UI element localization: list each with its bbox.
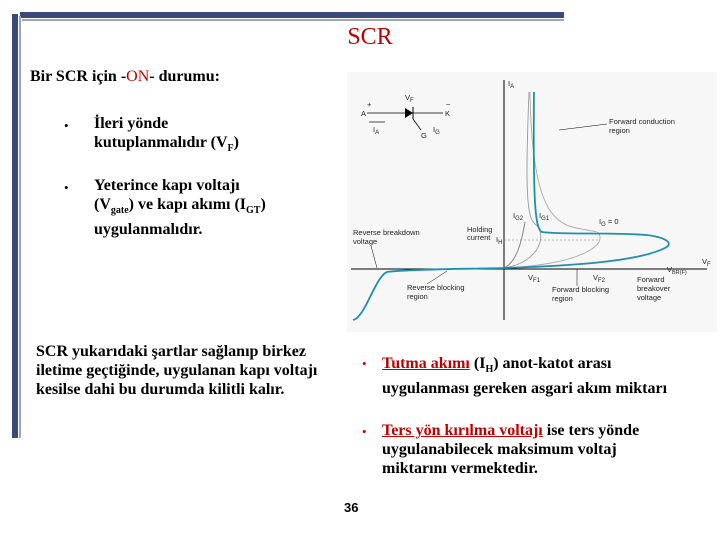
ia-axis-label: $I_A$ xyxy=(508,79,515,90)
scr-symbol xyxy=(361,93,451,140)
reverse-blocking-label-2: region xyxy=(407,292,428,301)
reverse-breakdown-label-2: voltage xyxy=(353,237,378,246)
vbrf-label: $V_{BR(F)}$ xyxy=(667,265,687,276)
right-bullet-2-rest: ise ters yönde uygulanabilecek maksimum voltaj miktarını vermektedir. xyxy=(382,422,640,477)
bullet-1-line2-text: kutuplanmalıdır (V xyxy=(94,134,228,151)
plus-sign: + xyxy=(367,100,372,109)
holding-label: Holding xyxy=(467,225,493,234)
forward-conduction-label: Forward conduction xyxy=(609,117,675,126)
ig1-label: $I_{G1}$ xyxy=(539,211,550,222)
bullet-1-line2-end: ) xyxy=(233,134,239,151)
ig0-label: $I_G = 0$ xyxy=(599,217,619,228)
slide-title: SCR xyxy=(347,24,393,50)
right-bullet-1 xyxy=(382,354,682,398)
bullet-2-line3: uygulanmalıdır. xyxy=(94,221,203,239)
right-bullet-1-sub: H xyxy=(485,364,494,376)
scr-characteristic-figure xyxy=(347,72,717,332)
ig1-curve xyxy=(504,92,541,268)
reverse-breakdown-term: Ters yön kırılma voltajı xyxy=(382,422,543,439)
right-bullet-2 xyxy=(382,421,682,478)
forward-blocking-label: Forward blocking xyxy=(552,285,610,294)
gate-label: G xyxy=(421,131,427,140)
reverse-breakdown-label: Reverse breakdown xyxy=(353,228,420,237)
page-number: 36 xyxy=(344,500,359,515)
bullet-1 xyxy=(94,114,239,158)
bullet-1-line1: İleri yönde xyxy=(94,115,169,132)
holding-label-2: current xyxy=(467,233,491,242)
subtitle-suffix: - durumu: xyxy=(149,68,220,85)
forward-breakover-label: Forward xyxy=(637,275,665,284)
bullet-2-line2 xyxy=(94,195,266,220)
vf-circuit-label: $V_F$ xyxy=(405,93,414,104)
bullet-dot-2: • xyxy=(64,180,69,195)
ig2-label: $I_{G2}$ xyxy=(513,211,524,222)
holding-current-term: Tutma akımı xyxy=(382,355,470,372)
vf2-label: $V_{F2}$ xyxy=(593,273,606,284)
forward-breakover-label-3: voltage xyxy=(637,293,662,302)
right-bullet-1-a: (I xyxy=(469,355,486,372)
minus-sign: − xyxy=(446,100,451,109)
vf-axis-label: $V_F$ xyxy=(702,257,711,268)
latch-paragraph: SCR yukarıdaki şartlar sağlanıp birkez iletime geçtiğinde, uygulanan kapı voltajı kesilse dahi bu durumda kilitli kalır. xyxy=(36,343,318,398)
frame-left-line xyxy=(19,16,21,438)
ig2-curve xyxy=(504,222,525,268)
frame-top-line xyxy=(22,19,564,21)
bullet-dot-1: • xyxy=(64,118,69,133)
rb-pointer xyxy=(371,246,377,268)
scr-triangle xyxy=(405,108,413,118)
scr-characteristic-svg xyxy=(347,72,717,332)
ig0-gray-curve xyxy=(504,92,600,268)
anode-label: A xyxy=(361,109,367,118)
right-bullet-dot-2: • xyxy=(362,424,367,439)
slide-subtitle xyxy=(30,68,220,86)
frame-top-bar xyxy=(20,12,564,18)
bullet-2-sub1: gate xyxy=(110,205,129,217)
bullet-2-c: ) xyxy=(260,196,266,213)
forward-conduction-label-2: region xyxy=(609,126,630,135)
vf1-label: $V_{F1}$ xyxy=(528,273,541,284)
frame-left-bar xyxy=(12,14,18,438)
ia-circuit-label: $I_A$ xyxy=(373,125,380,136)
bullet-2-a: (V xyxy=(94,196,111,213)
bullet-1-line2 xyxy=(94,133,239,158)
bullet-2-line1: Yeterince kapı voltajı xyxy=(94,177,240,194)
subtitle-on: ON xyxy=(126,68,150,85)
subtitle-prefix: Bir SCR için - xyxy=(30,68,127,85)
ig-circuit-label: $I_G$ xyxy=(433,125,440,136)
bullet-2-b: ) ve kapı akımı (I xyxy=(128,196,247,213)
bullet-1-sub: F xyxy=(227,143,234,155)
fc-pointer xyxy=(559,124,607,130)
bullet-2-sub2: GT xyxy=(246,205,261,217)
bullet-2 xyxy=(94,176,266,239)
ih-label: $I_H$ xyxy=(496,235,503,246)
gate-lead xyxy=(413,119,421,130)
right-bullet-1-b: ) anot-katot arası uygulanması gereken asgari akım miktarı xyxy=(382,355,668,398)
forward-blocking-label-2: region xyxy=(552,294,573,303)
right-bullet-dot-1: • xyxy=(362,356,367,371)
cathode-label: K xyxy=(445,109,451,118)
forward-breakover-label-2: breakover xyxy=(637,284,671,293)
reverse-blocking-label: Reverse blocking xyxy=(407,283,465,292)
